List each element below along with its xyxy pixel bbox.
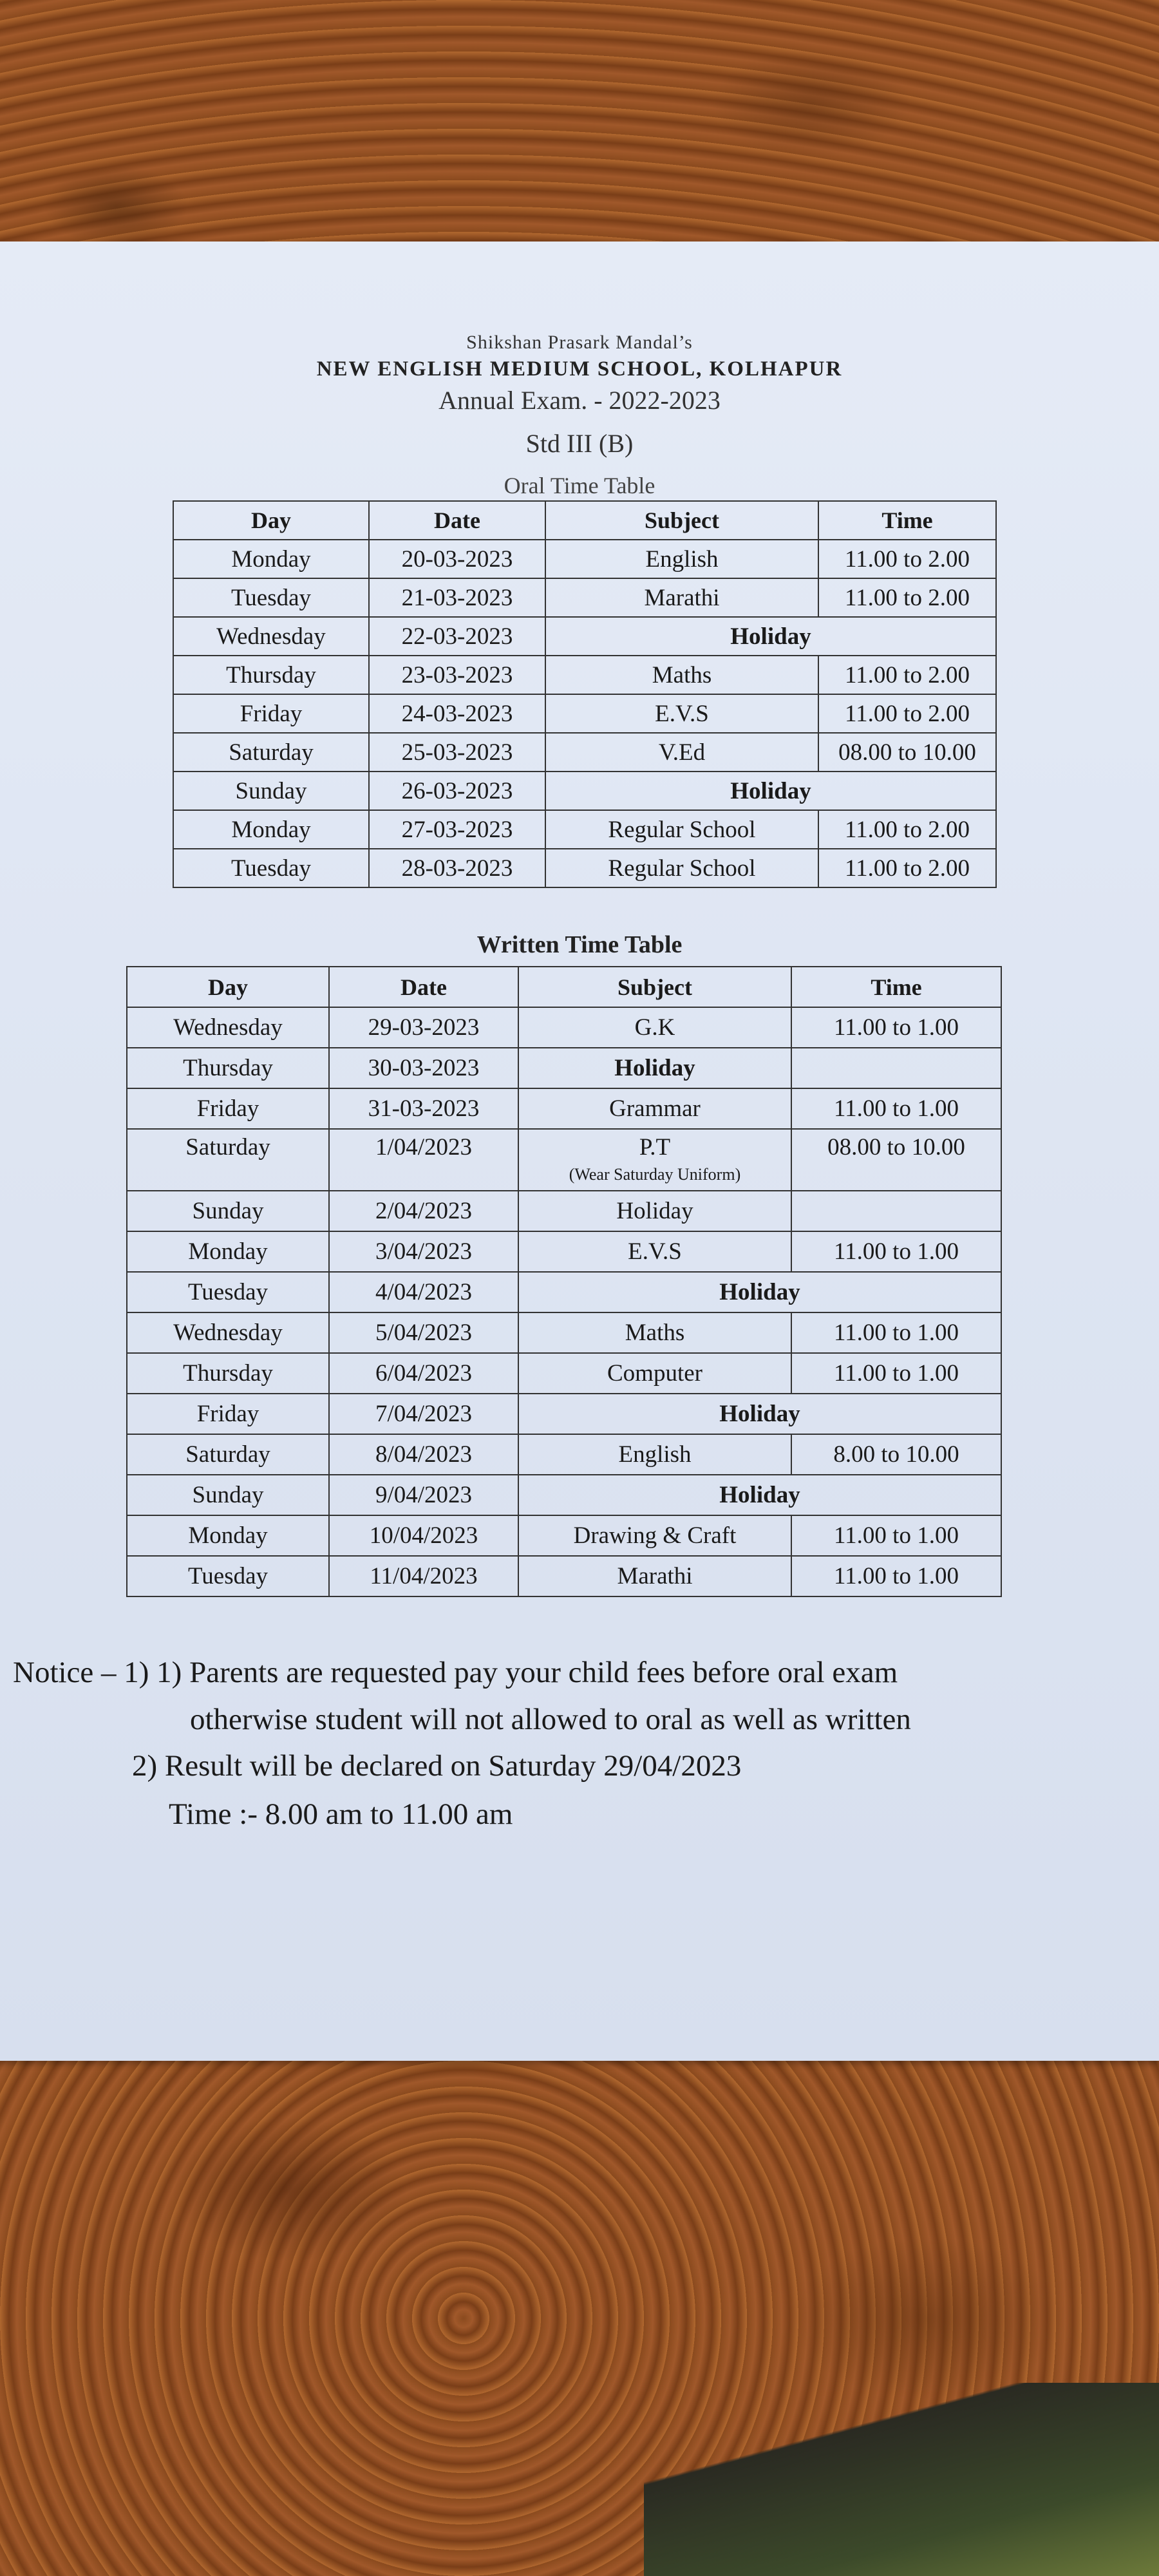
subject-cell	[518, 1007, 791, 1048]
table-row	[127, 1231, 1001, 1272]
date-cell: 9/04/2023	[329, 1475, 518, 1515]
day-cell: Tuesday	[127, 1556, 329, 1596]
table-row	[173, 810, 996, 849]
table-row	[127, 1088, 1001, 1129]
subject-cell	[545, 849, 818, 887]
day-cell: Sunday	[127, 1475, 329, 1515]
time-cell: 11.00 to 2.00	[818, 849, 996, 887]
written-table-title: Written Time Table	[476, 931, 683, 958]
background-fabric	[644, 2383, 1159, 2576]
table-row	[173, 733, 996, 772]
time-cell: 11.00 to 2.00	[818, 810, 996, 849]
subject-cell	[518, 1129, 791, 1191]
date-cell: 8/04/2023	[329, 1434, 518, 1475]
table-row	[173, 656, 996, 694]
time-cell: 11.00 to 2.00	[818, 656, 996, 694]
time-cell: 11.00 to 1.00	[791, 1556, 1001, 1596]
table-row	[173, 694, 996, 733]
subject-text: Grammar	[609, 1095, 701, 1122]
notice-line-1-continued: otherwise student will not allowed to oral as well as written	[190, 1703, 911, 1736]
subject-text: Maths	[652, 661, 712, 688]
date-cell: 3/04/2023	[329, 1231, 518, 1272]
time-cell: 11.00 to 1.00	[791, 1353, 1001, 1394]
date-cell: 23-03-2023	[369, 656, 545, 694]
day-cell: Sunday	[173, 772, 369, 810]
subject-cell	[518, 1434, 791, 1475]
day-cell: Wednesday	[127, 1312, 329, 1353]
subject-text: E.V.S	[628, 1238, 682, 1265]
day-cell: Saturday	[127, 1129, 329, 1191]
date-cell: 5/04/2023	[329, 1312, 518, 1353]
exam-timetable-sheet	[0, 242, 1159, 2061]
time-cell: 08.00 to 10.00	[791, 1129, 1001, 1191]
time-cell	[791, 1048, 1001, 1088]
day-cell: Friday	[173, 694, 369, 733]
day-cell: Monday	[173, 540, 369, 578]
subject-text: Marathi	[617, 1563, 693, 1589]
subject-cell	[518, 1556, 791, 1596]
date-cell: 11/04/2023	[329, 1556, 518, 1596]
table-row	[173, 578, 996, 617]
table-row	[127, 1312, 1001, 1353]
subject-text: English	[618, 1441, 692, 1468]
column-header-day: Day	[173, 501, 369, 540]
table-row	[173, 617, 996, 656]
table-header-row	[127, 967, 1001, 1007]
time-cell: 11.00 to 2.00	[818, 694, 996, 733]
subject-cell	[518, 1353, 791, 1394]
subject-note: (Wear Saturday Uniform)	[569, 1165, 741, 1184]
day-cell: Thursday	[127, 1353, 329, 1394]
date-cell: 25-03-2023	[369, 733, 545, 772]
day-cell: Saturday	[173, 733, 369, 772]
written-timetable	[126, 966, 1002, 1597]
column-header-day: Day	[127, 967, 329, 1007]
table-row	[127, 1556, 1001, 1596]
day-cell: Thursday	[127, 1048, 329, 1088]
column-header-time: Time	[791, 967, 1001, 1007]
holiday-cell: Holiday	[518, 1272, 1001, 1312]
subject-text: Regular School	[608, 855, 756, 882]
subject-cell	[545, 540, 818, 578]
time-cell: 11.00 to 1.00	[791, 1231, 1001, 1272]
day-cell: Wednesday	[127, 1007, 329, 1048]
table-row	[127, 1353, 1001, 1394]
subject-cell	[545, 578, 818, 617]
subject-cell	[518, 1191, 791, 1231]
date-cell: 30-03-2023	[329, 1048, 518, 1088]
oral-timetable	[173, 500, 997, 888]
subject-cell	[518, 1312, 791, 1353]
subject-text: V.Ed	[658, 739, 706, 766]
table-row	[173, 849, 996, 887]
subject-cell	[545, 656, 818, 694]
time-cell: 11.00 to 2.00	[818, 540, 996, 578]
holiday-cell: Holiday	[518, 1475, 1001, 1515]
date-cell: 10/04/2023	[329, 1515, 518, 1556]
date-cell: 29-03-2023	[329, 1007, 518, 1048]
table-row	[127, 1048, 1001, 1088]
column-header-date: Date	[369, 501, 545, 540]
day-cell: Tuesday	[173, 578, 369, 617]
subject-cell	[545, 694, 818, 733]
day-cell: Tuesday	[127, 1272, 329, 1312]
column-header-subject: Subject	[518, 967, 791, 1007]
time-cell: 11.00 to 1.00	[791, 1312, 1001, 1353]
time-cell: 11.00 to 1.00	[791, 1007, 1001, 1048]
date-cell: 2/04/2023	[329, 1191, 518, 1231]
exam-title: Annual Exam. - 2022-2023	[438, 386, 721, 415]
day-cell: Monday	[127, 1515, 329, 1556]
time-cell: 8.00 to 10.00	[791, 1434, 1001, 1475]
subject-cell	[518, 1048, 791, 1088]
table-row	[127, 1515, 1001, 1556]
oral-table-title: Oral Time Table	[504, 473, 655, 498]
table-row	[173, 772, 996, 810]
time-cell: 11.00 to 2.00	[818, 578, 996, 617]
date-cell: 24-03-2023	[369, 694, 545, 733]
org-name: Shikshan Prasark Mandal’s	[466, 332, 693, 353]
date-cell: 4/04/2023	[329, 1272, 518, 1312]
subject-text: Holiday	[616, 1198, 693, 1224]
date-cell: 27-03-2023	[369, 810, 545, 849]
date-cell: 31-03-2023	[329, 1088, 518, 1129]
date-cell: 22-03-2023	[369, 617, 545, 656]
subject-cell	[545, 810, 818, 849]
day-cell: Wednesday	[173, 617, 369, 656]
table-row	[127, 1191, 1001, 1231]
subject-text: Computer	[607, 1360, 702, 1387]
subject-text: Maths	[625, 1320, 685, 1346]
oral-table-body	[173, 540, 996, 887]
notice-line-2: 2) Result will be declared on Saturday 29/04/2023	[132, 1749, 742, 1783]
table-row	[127, 1007, 1001, 1048]
table-row	[127, 1394, 1001, 1434]
day-cell: Tuesday	[173, 849, 369, 887]
school-name: NEW ENGLISH MEDIUM SCHOOL, KOLHAPUR	[316, 357, 843, 381]
date-cell: 21-03-2023	[369, 578, 545, 617]
time-cell: 08.00 to 10.00	[818, 733, 996, 772]
time-cell	[791, 1191, 1001, 1231]
table-row	[127, 1129, 1001, 1191]
subject-text: E.V.S	[655, 700, 709, 727]
subject-cell	[518, 1088, 791, 1129]
subject-text: Holiday	[614, 1055, 695, 1081]
holiday-cell: Holiday	[545, 617, 996, 656]
column-header-time: Time	[818, 501, 996, 540]
day-cell: Thursday	[173, 656, 369, 694]
holiday-cell: Holiday	[545, 772, 996, 810]
subject-text: Marathi	[644, 584, 720, 611]
notice-line-3: Time :- 8.00 am to 11.00 am	[169, 1797, 513, 1831]
subject-text: G.K	[634, 1014, 675, 1041]
holiday-cell: Holiday	[518, 1394, 1001, 1434]
table-header-row	[173, 501, 996, 540]
day-cell: Sunday	[127, 1191, 329, 1231]
subject-cell	[545, 733, 818, 772]
column-header-subject: Subject	[545, 501, 818, 540]
date-cell: 20-03-2023	[369, 540, 545, 578]
subject-text: Regular School	[608, 816, 756, 843]
column-header-date: Date	[329, 967, 518, 1007]
standard-label: Std III (B)	[525, 429, 634, 458]
subject-cell	[518, 1515, 791, 1556]
date-cell: 6/04/2023	[329, 1353, 518, 1394]
time-cell: 11.00 to 1.00	[791, 1515, 1001, 1556]
date-cell: 28-03-2023	[369, 849, 545, 887]
written-table-body	[127, 1007, 1001, 1596]
day-cell: Friday	[127, 1394, 329, 1434]
table-row	[173, 540, 996, 578]
subject-text: Drawing & Craft	[573, 1522, 737, 1549]
time-cell: 11.00 to 1.00	[791, 1088, 1001, 1129]
table-row	[127, 1434, 1001, 1475]
subject-cell	[518, 1231, 791, 1272]
subject-text: English	[645, 545, 719, 573]
day-cell: Saturday	[127, 1434, 329, 1475]
day-cell: Monday	[173, 810, 369, 849]
table-row	[127, 1272, 1001, 1312]
table-row	[127, 1475, 1001, 1515]
date-cell: 7/04/2023	[329, 1394, 518, 1434]
day-cell: Monday	[127, 1231, 329, 1272]
subject-text: P.T	[639, 1134, 671, 1160]
date-cell: 26-03-2023	[369, 772, 545, 810]
date-cell: 1/04/2023	[329, 1129, 518, 1191]
notice-line-1: Notice – 1) 1) Parents are requested pay your child fees before oral exam	[13, 1656, 898, 1689]
day-cell: Friday	[127, 1088, 329, 1129]
